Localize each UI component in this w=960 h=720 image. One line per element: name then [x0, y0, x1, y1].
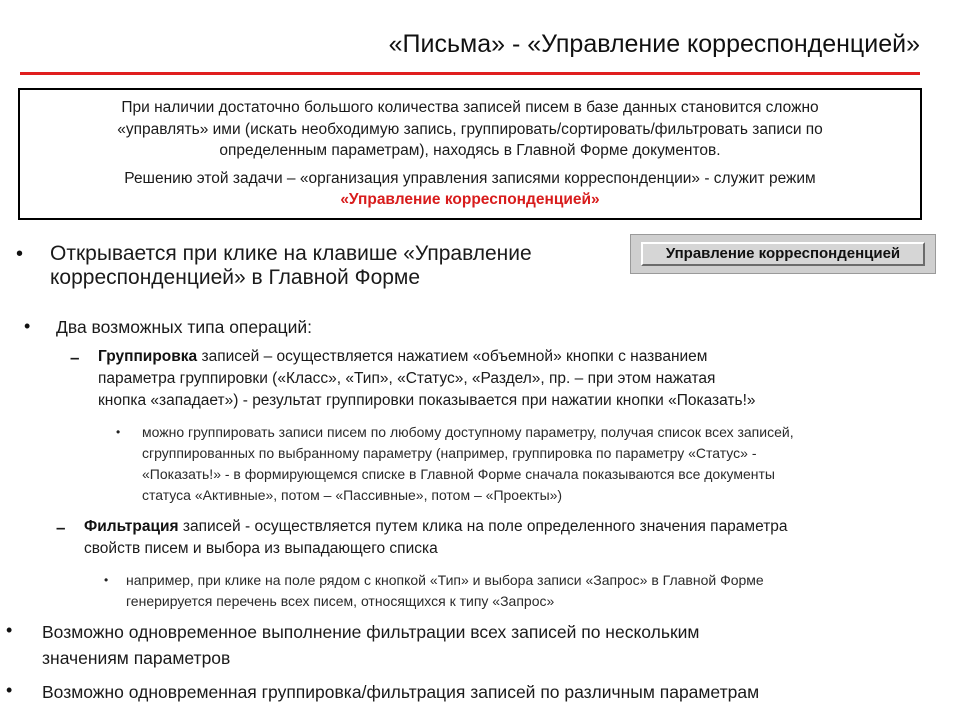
intro-line-4: Решению этой задачи – «организация управления записями корреспонденции» - служит режим: [124, 169, 816, 187]
dash-icon: –: [56, 518, 66, 537]
grouping-note-1: можно группировать записи писем по любому доступному параметру, получая список всех записей,: [142, 424, 794, 440]
manage-correspondence-button[interactable]: Управление корреспонденцией: [641, 242, 925, 266]
grouping-line-1: [98, 346, 918, 368]
filtering-item: [84, 516, 944, 560]
button-screenshot: [630, 234, 936, 274]
filtering-line-1: [84, 516, 944, 538]
grouping-note-4: статуса «Активные», потом – «Пассивные», потом – «Проекты»): [142, 487, 563, 503]
grouping-line-3: кнопка «западает») - результат группировки показывается при нажатии кнопки «Показать!»: [98, 392, 756, 409]
bullet-icon: •: [24, 316, 31, 336]
intro-line-2: «управлять» ими (искать необходимую запись, группировать/сортировать/фильтровать записи по: [117, 120, 823, 138]
title-divider: [20, 72, 920, 75]
filtering-note: [126, 570, 916, 612]
filtering-line-2: свойств писем и выбора из выпадающего списка: [84, 540, 438, 557]
bullet-icon: •: [6, 620, 13, 640]
open-point-line-1: Открывается при клике на клавише «Управление: [50, 242, 532, 265]
grouping-line-1-rest: записей – осуществляется нажатием «объемной» кнопки с названием: [197, 348, 708, 365]
grouping-item: [98, 346, 918, 412]
intro-line-3: определенным параметрам), находясь в Главной Форме документов.: [219, 142, 721, 159]
grouping-note: [142, 422, 912, 506]
intro-box: [18, 88, 922, 220]
filtering-note-1: например, при клике на поле рядом с кнопкой «Тип» и выбора записи «Запрос» в Главной Форме: [126, 572, 764, 588]
filtering-term: Фильтрация: [84, 518, 179, 535]
bullet-icon: •: [16, 243, 24, 265]
page-title: «Письма» - «Управление корреспонденцией»: [388, 30, 920, 58]
bottom-point-1-line-2: значениям параметров: [42, 648, 231, 668]
dash-icon: –: [70, 348, 80, 367]
intro-line-1: При наличии достаточно большого количества записей писем в базе данных становится сложно: [121, 99, 819, 116]
filtering-note-2: генерируется перечень всех писем, относящихся к типу «Запрос»: [126, 593, 555, 609]
grouping-note-3: «Показать!» - в формирующемся списке в Главной Форме сначала показываются все документы: [142, 466, 775, 482]
small-bullet-icon: •: [116, 425, 121, 439]
grouping-note-2: сгруппированных по выбранному параметру (например, группировка по параметру «Статус» -: [142, 445, 757, 461]
intro-highlight: «Управление корреспонденцией»: [340, 191, 600, 208]
bottom-point-2: Возможно одновременная группировка/фильтрация записей по различным параметрам: [42, 682, 760, 702]
bottom-point-1-line-1: Возможно одновременное выполнение фильтрации всех записей по нескольким: [42, 622, 700, 642]
bullet-icon: •: [6, 680, 13, 700]
open-point: [50, 242, 620, 290]
grouping-line-2: параметра группировки («Класс», «Тип», «Статус», «Раздел», пр. – при этом нажатая: [98, 370, 716, 387]
ops-heading: Два возможных типа операций:: [56, 317, 313, 337]
grouping-term: Группировка: [98, 348, 198, 365]
bottom-point-1: [42, 619, 942, 671]
open-point-line-2: корреспонденцией» в Главной Форме: [50, 266, 421, 289]
filtering-line-1-rest: записей - осуществляется путем клика на поле определенного значения параметра: [178, 518, 788, 535]
small-bullet-icon: •: [104, 573, 109, 587]
